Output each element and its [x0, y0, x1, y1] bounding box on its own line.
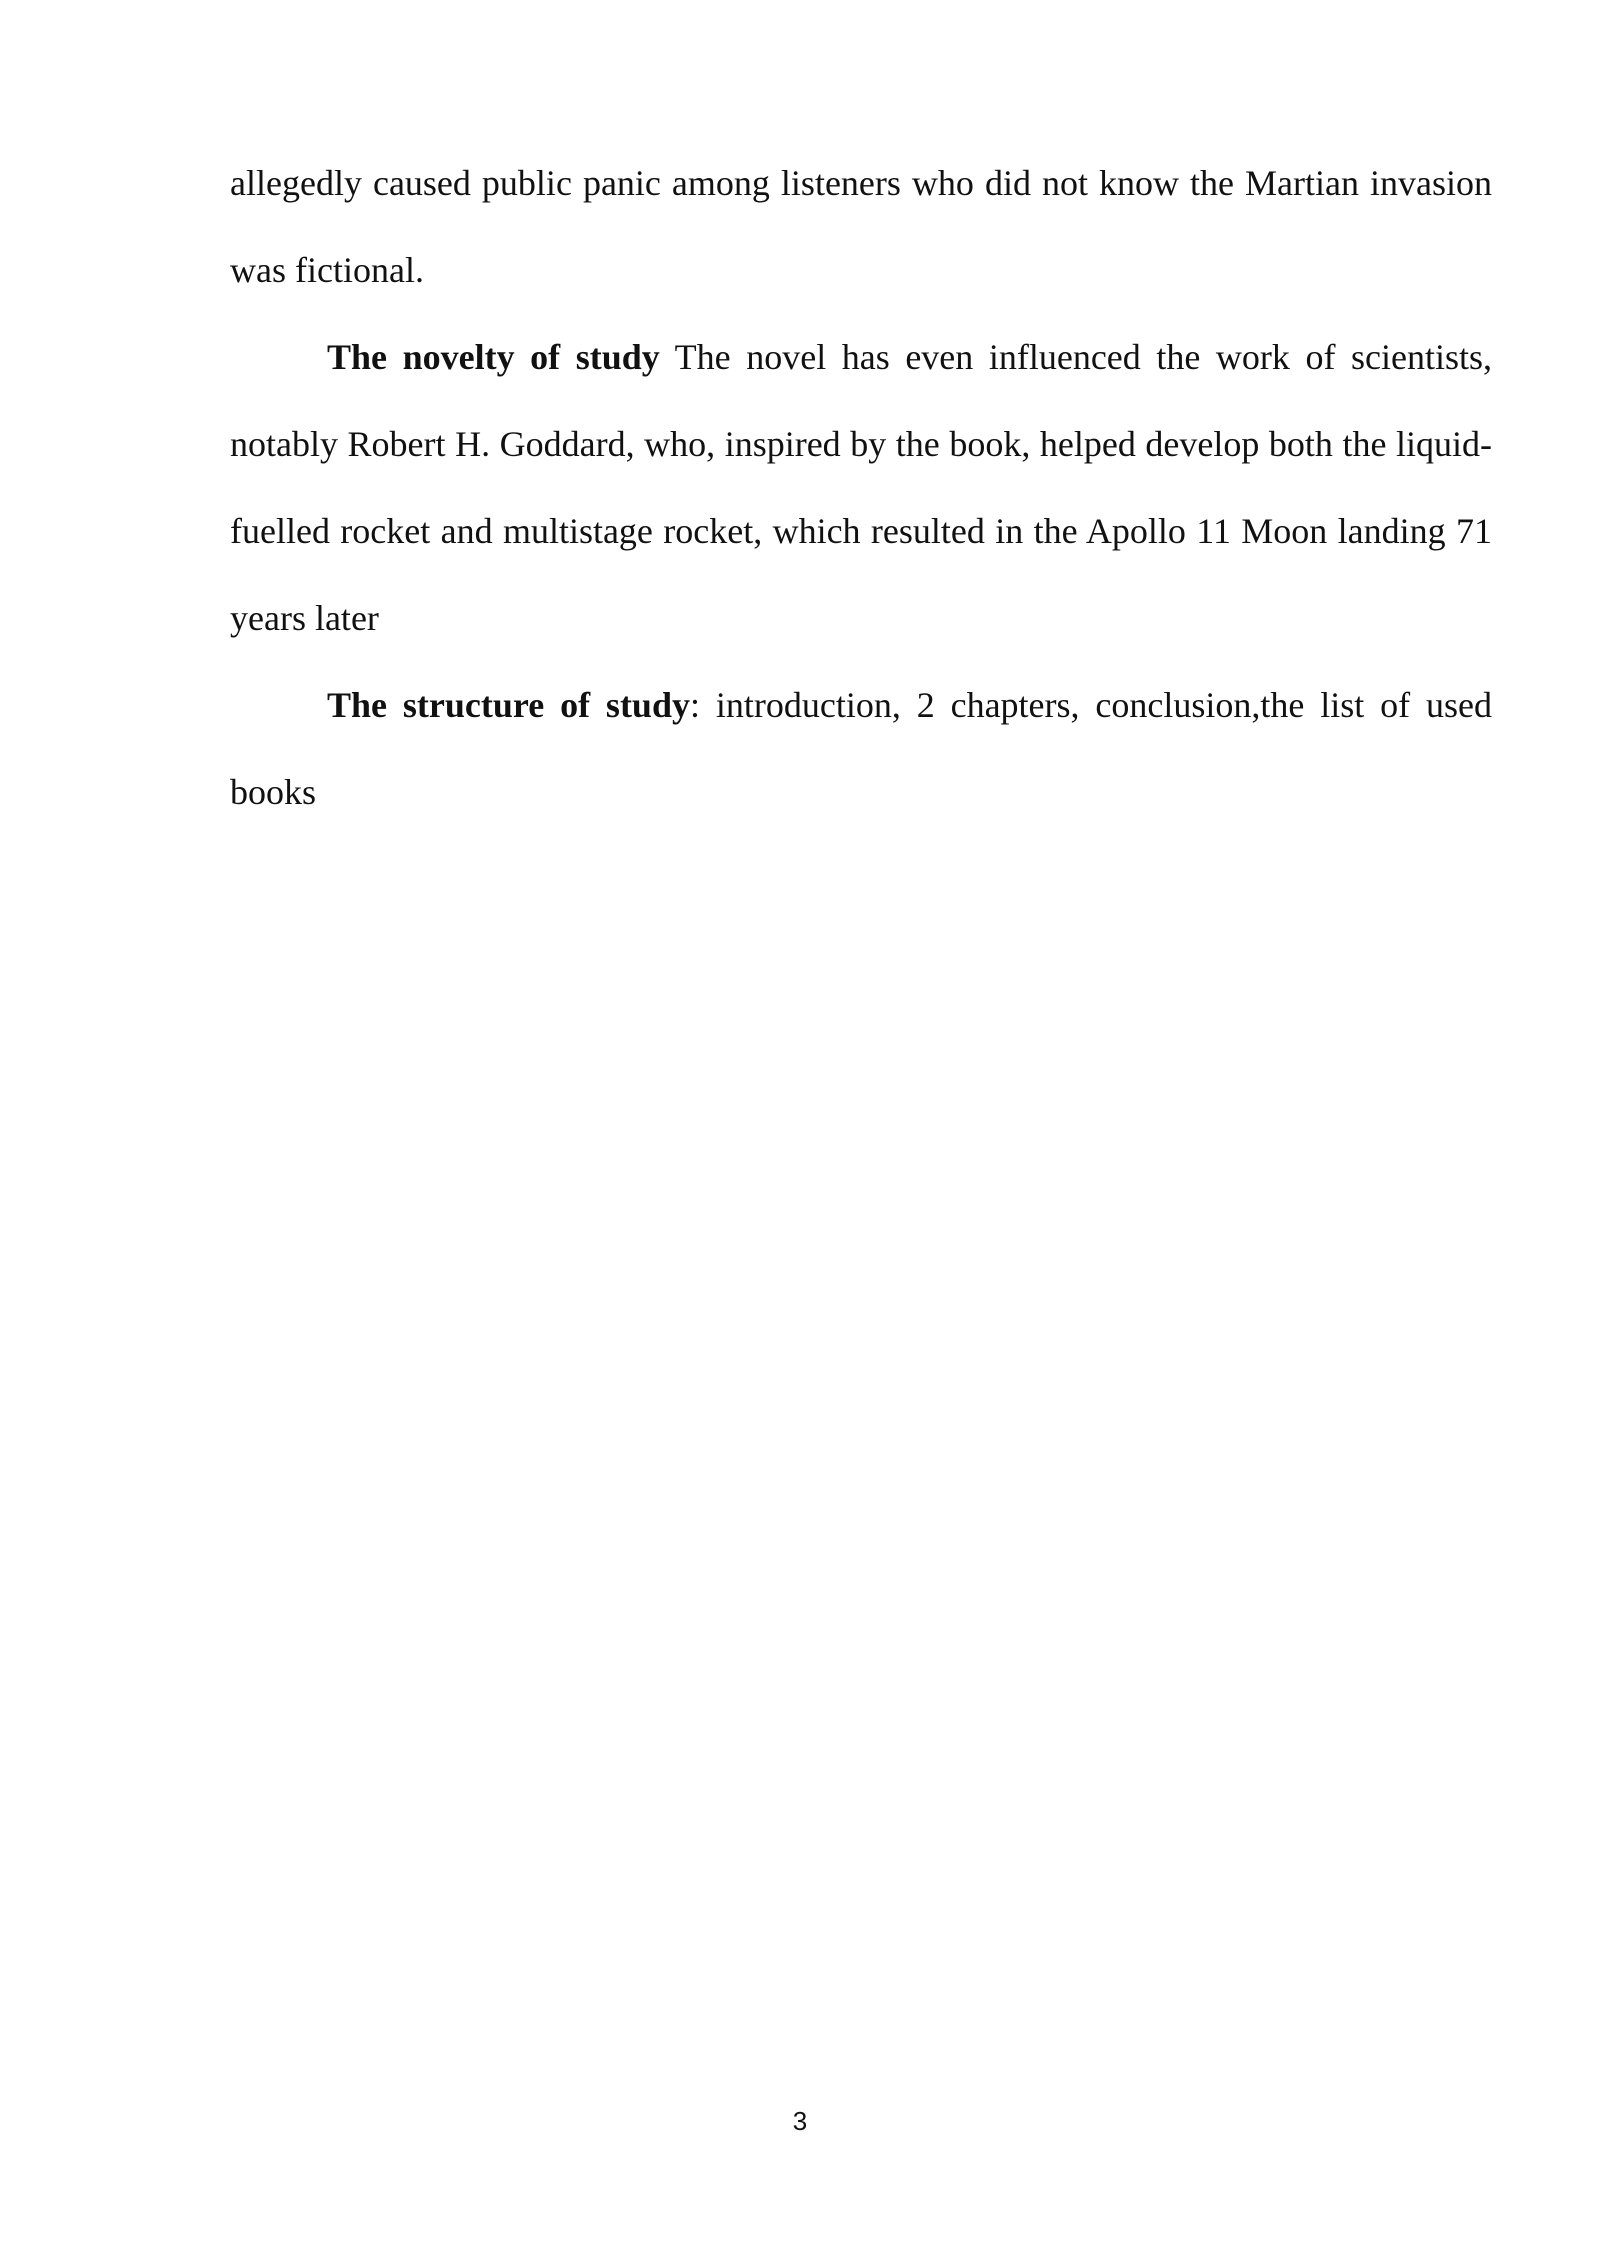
paragraph-text: The novel has even influenced the work of scientists, notably Robert H. Goddard, who, inspired by the book, helped develop both the liquid-fuelled rocket and multistage rocket, which resulted in the Apollo 11 Moon landing 71 years later [230, 337, 1493, 638]
paragraph-lead: The structure of study [327, 685, 690, 725]
paragraph-text: allegedly caused public panic among listeners who did not know the Martian invasion was fictional. [230, 163, 1492, 290]
page-body [230, 140, 1492, 836]
paragraph-structure-of-study [230, 662, 1492, 836]
paragraph-text: : introduction, 2 chapters, conclusion,the list of used books [230, 685, 1492, 812]
paragraph-lead: The novelty of study [327, 337, 660, 377]
paragraph-novelty-of-study [230, 314, 1492, 662]
paragraph-continuation [230, 140, 1492, 314]
page-number: 3 [792, 2106, 808, 2136]
